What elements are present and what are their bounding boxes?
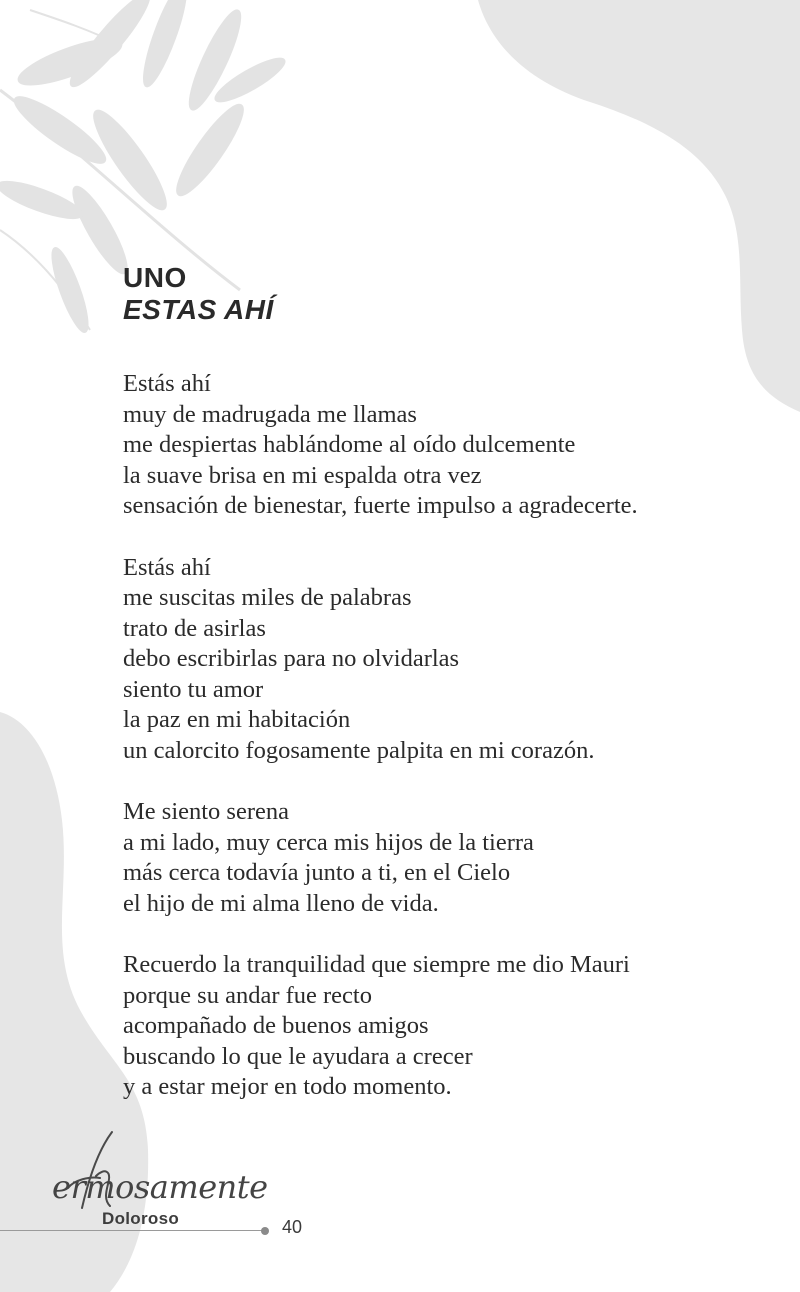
poem-line: debo escribirlas para no olvidarlas [123,645,460,672]
poem-page-content [123,262,763,1134]
poem-line: Recuerdo la tranquilidad que siempre me dio Mauri [123,951,630,978]
poem-line: me suscitas miles de palabras [123,584,412,611]
poem-line: Estás ahí [123,370,211,397]
logo-script-text: ermosamente [52,1168,268,1206]
poem-line: más cerca todavía junto a ti, en el Cielo [123,859,511,886]
poem-line: y a estar mejor en todo momento. [123,1073,452,1100]
poem-line: muy de madrugada me llamas [123,400,417,428]
poem-line: el hijo de mi alma lleno de vida. [123,889,439,917]
poem-line: Estás ahí [123,553,211,581]
page-number: 40 [282,1217,303,1237]
poem-line: trato de asirlas [123,614,266,642]
footer-dot [261,1227,269,1235]
poem-number: UNO [123,262,187,293]
poem-line: un calorcito fogosamente palpita en mi corazón. [123,736,595,764]
poem-body [123,369,763,1103]
stanza [123,950,763,1103]
logo-word: Doloroso [102,1209,180,1228]
poem-line: porque su andar fue recto [123,981,372,1009]
stanza [123,369,763,522]
poem-line: la paz en mi habitación [123,706,351,733]
stanza [123,553,763,767]
poem-line: a mi lado, muy cerca mis hijos de la tierra [123,828,534,856]
poem-line: la suave brisa en mi espalda otra vez [123,461,482,489]
poem-line: siento tu amor [123,675,264,703]
poem-line: me despiertas hablándome al oído dulcemente [123,431,576,458]
footer-rule [0,1230,262,1231]
poem-line: sensación de bienestar, fuerte impulso a agradecerte. [123,492,638,519]
poem-line: acompañado de buenos amigos [123,1012,429,1039]
stanza [123,797,763,919]
poem-line: Me siento serena [123,798,289,825]
poem-title: ESTAS AHÍ [123,294,274,325]
poem-line: buscando lo que le ayudara a crecer [123,1042,473,1070]
